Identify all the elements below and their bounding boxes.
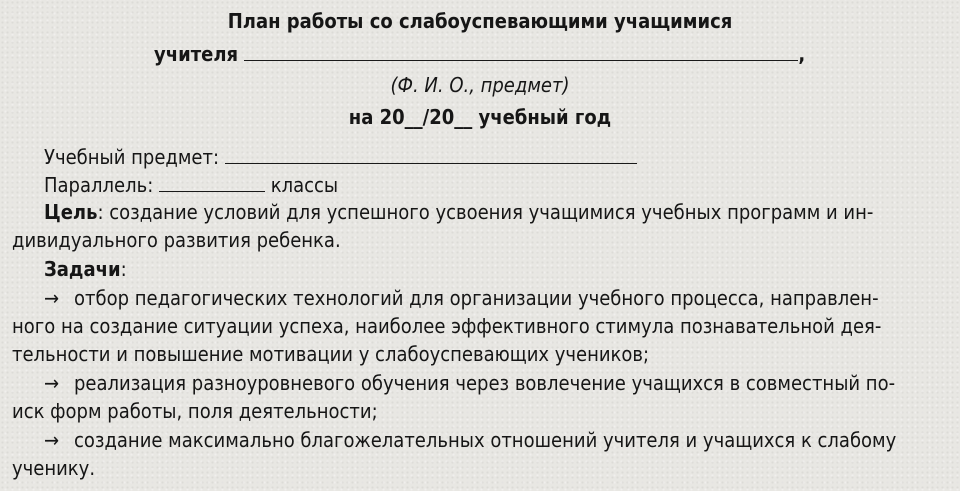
subject-label: Учебный предмет:	[44, 145, 220, 169]
goal-paragraph	[44, 199, 873, 225]
parallel-blank	[159, 171, 265, 192]
subject-blank	[225, 143, 637, 164]
document-title: План работы со слабоуспевающими учащимися	[227, 9, 733, 33]
tasks-label: Задачи	[44, 257, 121, 281]
subject-line	[44, 143, 637, 170]
task-item-1-text: отбор педагогических технологий для организации учебного процесса, направлен-	[74, 286, 879, 310]
task-item-3-text: создание максимально благожелательных отношений учителя и учащихся к слабому	[74, 428, 897, 452]
parallel-line	[44, 171, 338, 198]
task-item-3-line2: ученику.	[12, 456, 96, 480]
teacher-trailing: ,	[798, 42, 806, 66]
arrow-icon: →	[44, 428, 60, 452]
task-item-1-line1	[44, 285, 879, 311]
teacher-label: учителя	[154, 42, 239, 66]
arrow-icon: →	[44, 286, 60, 310]
parallel-suffix: классы	[270, 173, 339, 197]
task-item-2-text: реализация разноуровневого обучения через вовлечение учащихся в совместный по-	[74, 371, 896, 395]
task-item-2-line2: иск форм работы, поля деятельности;	[12, 399, 378, 423]
goal-label: Цель	[44, 200, 98, 224]
goal-text-line2: дивидуального развития ребенка.	[12, 228, 341, 252]
teacher-line	[154, 40, 805, 67]
arrow-icon: →	[44, 371, 60, 395]
task-item-1-line2: ного на создание ситуации успеха, наиболее эффективного стимула познавательной дея-	[12, 314, 882, 338]
task-item-2-line1	[44, 370, 895, 396]
goal-text-line1: : создание условий для успешного усвоения учащимися учебных программ и ин-	[97, 200, 874, 224]
year-line: на 20__/20__ учебный год	[348, 105, 612, 129]
task-item-1-line3: тельности и повышение мотивации у слабоуспевающих учеников;	[12, 342, 650, 366]
task-item-3-line1	[44, 427, 896, 453]
tasks-colon: :	[120, 257, 127, 281]
parallel-label: Параллель:	[44, 173, 154, 197]
fio-hint: (Ф. И. О., предмет)	[390, 73, 570, 97]
tasks-heading	[44, 256, 127, 282]
teacher-blank	[244, 40, 798, 61]
